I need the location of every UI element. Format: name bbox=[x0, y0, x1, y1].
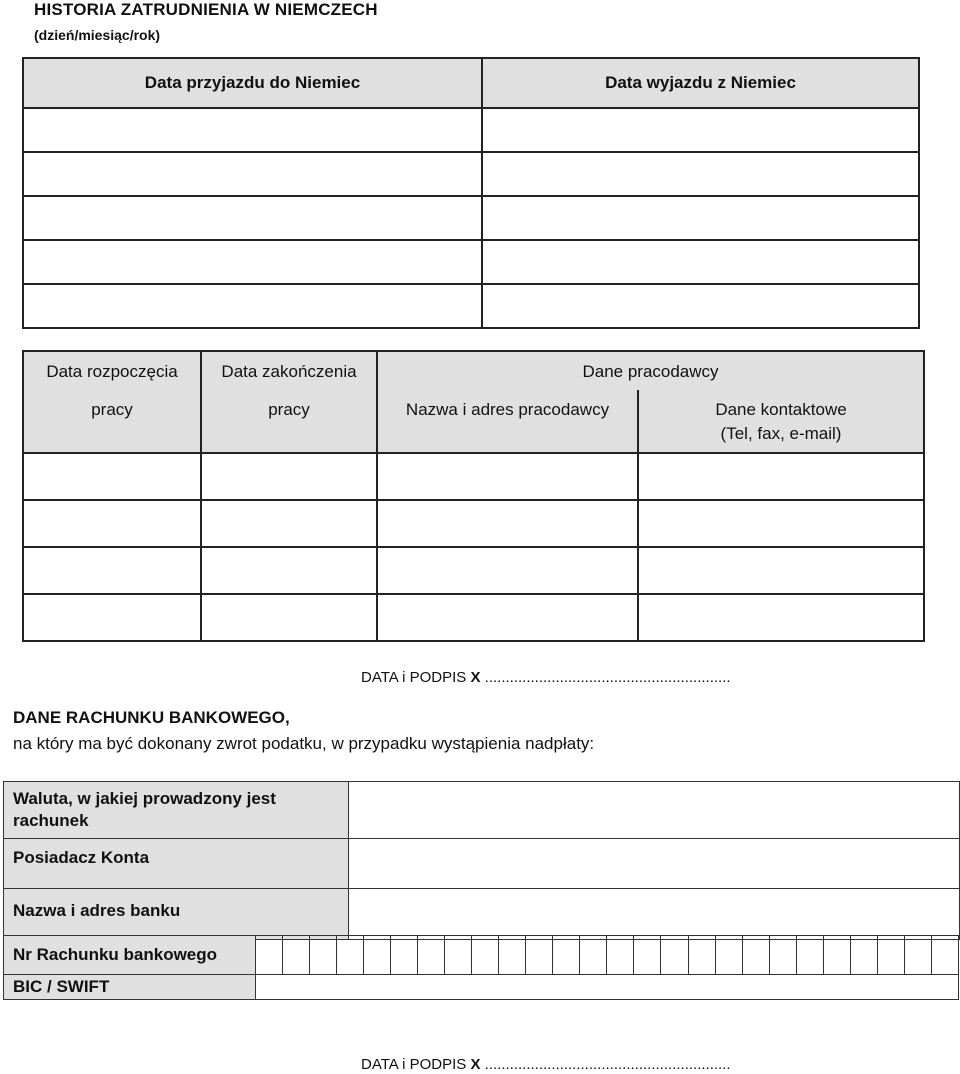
account-digit-box[interactable] bbox=[391, 936, 418, 975]
employer-contact-header bbox=[638, 390, 924, 453]
account-digit-box[interactable] bbox=[283, 936, 310, 975]
employer-name-cell[interactable] bbox=[377, 547, 638, 594]
page-title: HISTORIA ZATRUDNIENIA W NIEMCZECH bbox=[34, 0, 378, 19]
table-row bbox=[23, 547, 924, 594]
signature-dots: ........................................................... bbox=[480, 1056, 731, 1073]
table-row bbox=[23, 500, 924, 547]
employer-contact-cell[interactable] bbox=[638, 594, 924, 641]
bank-details-table bbox=[3, 781, 960, 940]
table-row bbox=[23, 284, 919, 328]
table-row bbox=[23, 594, 924, 641]
account-number-label: Nr Rachunku bankowego bbox=[4, 936, 256, 975]
account-digit-box[interactable] bbox=[877, 936, 904, 975]
start-date-header: Data rozpoczęcia bbox=[23, 351, 201, 390]
account-digit-box[interactable] bbox=[499, 936, 526, 975]
arrival-date-cell[interactable] bbox=[23, 152, 482, 196]
end-date-header: Data zakończenia bbox=[201, 351, 377, 390]
signature-mark: X bbox=[470, 1056, 481, 1073]
account-digit-box[interactable] bbox=[364, 936, 391, 975]
end-date-cell[interactable] bbox=[201, 594, 377, 641]
account-digit-box[interactable] bbox=[634, 936, 661, 975]
account-digit-box[interactable] bbox=[256, 936, 283, 975]
departure-date-cell[interactable] bbox=[482, 240, 919, 284]
employer-name-cell[interactable] bbox=[377, 500, 638, 547]
account-digit-box[interactable] bbox=[445, 936, 472, 975]
account-digit-box[interactable] bbox=[580, 936, 607, 975]
departure-date-header: Data wyjazdu z Niemiec bbox=[482, 58, 919, 108]
start-date-header-line2: pracy bbox=[23, 390, 201, 453]
table-row bbox=[23, 152, 919, 196]
table-row bbox=[23, 108, 919, 152]
employment-table bbox=[22, 350, 925, 642]
end-date-header-line2: pracy bbox=[201, 390, 377, 453]
account-digit-box[interactable] bbox=[553, 936, 580, 975]
employer-name-cell[interactable] bbox=[377, 453, 638, 500]
bank-name-field[interactable] bbox=[349, 889, 960, 940]
employer-contact-header-line2: (Tel, fax, e-mail) bbox=[720, 424, 842, 443]
date-signature-line[interactable] bbox=[361, 1056, 731, 1073]
bic-swift-label: BIC / SWIFT bbox=[4, 975, 256, 1000]
employer-contact-cell[interactable] bbox=[638, 547, 924, 594]
bank-section-title: DANE RACHUNKU BANKOWEGO, bbox=[13, 708, 290, 727]
departure-date-cell[interactable] bbox=[482, 284, 919, 328]
employer-contact-cell[interactable] bbox=[638, 500, 924, 547]
account-digit-box[interactable] bbox=[418, 936, 445, 975]
bank-section-subtitle: na który ma być dokonany zwrot podatku, w przypadku wystąpienia nadpłaty: bbox=[13, 734, 595, 753]
currency-field[interactable] bbox=[349, 782, 960, 839]
arrival-date-cell[interactable] bbox=[23, 196, 482, 240]
account-digit-box[interactable] bbox=[850, 936, 877, 975]
account-holder-field[interactable] bbox=[349, 839, 960, 889]
signature-mark: X bbox=[470, 669, 481, 686]
end-date-cell[interactable] bbox=[201, 547, 377, 594]
departure-date-cell[interactable] bbox=[482, 196, 919, 240]
account-digit-box[interactable] bbox=[472, 936, 499, 975]
end-date-cell[interactable] bbox=[201, 453, 377, 500]
arrival-date-cell[interactable] bbox=[23, 284, 482, 328]
signature-label: DATA i PODPIS bbox=[361, 1056, 471, 1073]
account-digit-box[interactable] bbox=[526, 936, 553, 975]
account-digit-box[interactable] bbox=[823, 936, 850, 975]
start-date-cell[interactable] bbox=[23, 453, 201, 500]
table-row bbox=[23, 453, 924, 500]
currency-label: Waluta, w jakiej prowadzony jest rachunek bbox=[4, 782, 349, 839]
end-date-cell[interactable] bbox=[201, 500, 377, 547]
start-date-cell[interactable] bbox=[23, 594, 201, 641]
bank-account-table bbox=[3, 935, 959, 1000]
employer-name-cell[interactable] bbox=[377, 594, 638, 641]
employer-contact-cell[interactable] bbox=[638, 453, 924, 500]
account-digit-box[interactable] bbox=[769, 936, 796, 975]
date-format-note: (dzień/miesiąc/rok) bbox=[34, 27, 161, 43]
departure-date-cell[interactable] bbox=[482, 108, 919, 152]
account-digit-box[interactable] bbox=[904, 936, 931, 975]
employer-name-header: Nazwa i adres pracodawcy bbox=[377, 390, 638, 453]
account-digit-box[interactable] bbox=[337, 936, 364, 975]
table-row bbox=[23, 196, 919, 240]
bank-name-label: Nazwa i adres banku bbox=[4, 889, 349, 940]
account-digit-box[interactable] bbox=[796, 936, 823, 975]
arrival-date-cell[interactable] bbox=[23, 240, 482, 284]
stay-dates-table bbox=[22, 57, 920, 329]
account-digit-box[interactable] bbox=[931, 936, 958, 975]
arrival-date-header: Data przyjazdu do Niemiec bbox=[23, 58, 482, 108]
table-row bbox=[23, 240, 919, 284]
departure-date-cell[interactable] bbox=[482, 152, 919, 196]
arrival-date-cell[interactable] bbox=[23, 108, 482, 152]
employer-data-header: Dane pracodawcy bbox=[377, 351, 924, 390]
account-digit-box[interactable] bbox=[742, 936, 769, 975]
account-digit-box[interactable] bbox=[661, 936, 688, 975]
start-date-cell[interactable] bbox=[23, 500, 201, 547]
account-digit-box[interactable] bbox=[607, 936, 634, 975]
signature-label: DATA i PODPIS bbox=[361, 669, 471, 686]
account-digit-box[interactable] bbox=[688, 936, 715, 975]
date-signature-line[interactable] bbox=[361, 669, 731, 686]
signature-dots: ........................................................... bbox=[480, 669, 731, 686]
start-date-cell[interactable] bbox=[23, 547, 201, 594]
account-digit-box[interactable] bbox=[715, 936, 742, 975]
account-digit-box[interactable] bbox=[310, 936, 337, 975]
employer-contact-header-line1: Dane kontaktowe bbox=[715, 400, 847, 419]
account-holder-label: Posiadacz Konta bbox=[4, 839, 349, 889]
bic-swift-field[interactable] bbox=[256, 975, 959, 1000]
